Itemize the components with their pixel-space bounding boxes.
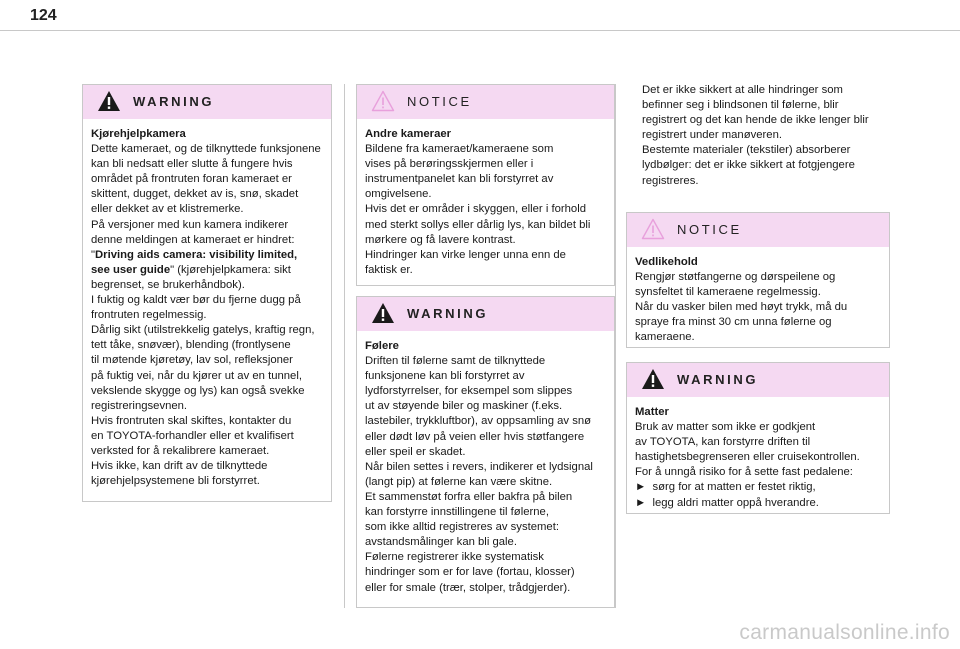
warning-body — [627, 397, 889, 517]
notice-header — [357, 85, 614, 119]
line: en TOYOTA-forhandler eller et kvalifisert — [91, 429, 294, 442]
notice-icon — [641, 218, 665, 240]
line: registrert under manøveren. — [642, 129, 783, 142]
warning-header — [357, 297, 614, 331]
line: denne meldingen at kameraet er hindret: — [91, 233, 295, 246]
line: verksted for å rekalibrere kameraet. — [91, 444, 270, 457]
line: Bruk av matter som ikke er godkjent — [635, 421, 816, 434]
line: Dette kameraet, og de tilknyttede funksjonene — [91, 143, 321, 156]
line: som ikke alltid registreres av systemet: — [365, 521, 559, 534]
line: omgivelsene. — [365, 188, 432, 201]
line: befinner seg i blindsonen til følerne, blir — [642, 99, 839, 112]
page-number: 124 — [30, 7, 57, 24]
line: registreringsevnen. — [91, 399, 188, 412]
bullet-item — [635, 480, 881, 495]
notice-heading: Vedlikehold — [635, 256, 698, 268]
line: hindringer som er for lave (fortau, klosser) — [365, 566, 575, 579]
line: frontruten regelmessig. — [91, 309, 207, 322]
header-rule — [0, 30, 960, 31]
line: Bildene fra kameraet/kameraene som — [365, 143, 554, 156]
line: mørkere og få lavere kontrast. — [365, 233, 516, 246]
notice-header — [627, 213, 889, 247]
notice-icon — [371, 90, 395, 112]
line: Følerne registrerer ikke systematisk — [365, 551, 544, 564]
column-divider-2 — [615, 84, 616, 608]
bullet-text: sørg for at matten er festet riktig, — [652, 481, 816, 494]
line: tett tåke, snøvær), blending (frontlysene — [91, 339, 291, 352]
line: Hvis ikke, kan drift av de tilknyttede — [91, 460, 268, 473]
bullet-arrow-icon: ► — [635, 496, 647, 509]
warning-header — [83, 85, 331, 119]
line: lydbølger: det er ikke sikkert at fotgjengere — [642, 159, 855, 172]
line: instrumentpanelet kan bli forstyrret av — [365, 173, 554, 186]
message-text-1: Driving aids camera: visibility limited, — [95, 248, 298, 261]
line: lastebiler, trykkluftbor), av oppsamling av snø — [365, 415, 592, 428]
line: (langt pip) at følerne kan være skitne. — [365, 475, 553, 488]
line: synsfeltet til kameraene regelmessig. — [635, 286, 821, 299]
line: I fuktig og kaldt vær bør du fjerne dugg på — [91, 294, 301, 307]
quoted-message-line-1 — [91, 248, 323, 263]
notice-heading: Andre kameraer — [365, 128, 452, 140]
warning-icon — [371, 302, 395, 324]
line: Hindringer kan virke lenger unna enn de — [365, 248, 566, 261]
line: spraye fra minst 30 cm unna følerne og — [635, 316, 832, 329]
line: Et sammenstøt forfra eller bakfra på bilen — [365, 490, 573, 503]
line: registrert og det kan hende de ikke lenger blir — [642, 114, 869, 127]
line: Bestemte materialer (tekstiler) absorberer — [642, 144, 851, 157]
warning-header — [627, 363, 889, 397]
line: skittent, dugget, dekket av is, snø, skadet — [91, 188, 299, 201]
line: hastighetsbegrenseren eller cruisekontrollen. — [635, 451, 860, 464]
line: registreres. — [642, 174, 699, 187]
notice-box-cameras — [356, 84, 615, 286]
warning-body — [83, 119, 331, 495]
line: Dårlig sikt (utilstrekkelig gatelys, kraftig regn, — [91, 324, 315, 337]
bullet-text: legg aldri matter oppå hverandre. — [652, 496, 819, 509]
watermark: carmanualsonline.info — [739, 621, 950, 644]
warning-box-camera — [82, 84, 332, 502]
warning-icon — [97, 90, 121, 112]
message-text-2: see user guide — [91, 263, 171, 276]
line: kameraene. — [635, 331, 695, 344]
continued-text — [634, 83, 894, 189]
line: eller speil er skadet. — [365, 445, 466, 458]
notice-body — [627, 247, 889, 352]
notice-box-maintenance — [626, 212, 890, 348]
warning-title: WARNING — [407, 306, 489, 321]
line: Hvis frontruten skal skiftes, kontakter du — [91, 414, 292, 427]
warning-title: WARNING — [677, 372, 759, 387]
warning-box-sensors — [356, 296, 615, 608]
warning-heading: Kjørehjelpkamera — [91, 128, 186, 140]
line: eller dødt løv på veien eller hvis støtfangere — [365, 430, 585, 443]
bullet-arrow-icon: ► — [635, 481, 647, 494]
column-divider-1 — [344, 84, 345, 608]
notice-body — [357, 119, 614, 284]
line: Når du vasker bilen med høyt trykk, må du — [635, 301, 848, 314]
line: med sterkt sollys eller dårlig lys, kan bildet bli — [365, 218, 591, 231]
line: vekslende skygge og lys) kan også svekke — [91, 384, 305, 397]
line: For å unngå risiko for å sette fast pedalene: — [635, 466, 853, 479]
quoted-message-line-2 — [91, 263, 323, 278]
line: kan bli nedsatt eller slutte å fungere hvis — [91, 158, 293, 171]
line: Driften til følerne samt de tilknyttede — [365, 355, 546, 368]
message-translation: " (kjørehjelpkamera: sikt — [170, 263, 291, 276]
warning-icon — [641, 368, 665, 390]
line: ut av støyende biler og maskiner (f.eks. — [365, 400, 563, 413]
warning-heading: Følere — [365, 340, 399, 352]
warning-body — [357, 331, 614, 602]
line: Når bilen settes i revers, indikerer et lydsignal — [365, 460, 593, 473]
line: vises på berøringsskjermen eller i — [365, 158, 534, 171]
line: avstandsmålinger kan bli gale. — [365, 536, 517, 549]
line: På versjoner med kun kamera indikerer — [91, 218, 289, 231]
line: Det er ikke sikkert at alle hindringer som — [642, 84, 843, 96]
line: eller dekket av et klistremerke. — [91, 203, 244, 216]
notice-title: NOTICE — [677, 222, 742, 237]
line: kjørehjelpsystemene bli forstyrret. — [91, 475, 260, 488]
warning-box-mats — [626, 362, 890, 514]
line: av TOYOTA, kan forstyrre driften til — [635, 436, 811, 449]
line: kan forstyrre innstillingene til følerne, — [365, 506, 549, 519]
warning-heading: Matter — [635, 406, 669, 418]
line: Rengjør støtfangerne og dørspeilene og — [635, 271, 836, 284]
line: Hvis det er områder i skyggen, eller i forhold — [365, 203, 587, 216]
line: til møtende kjøretøy, lav sol, refleksjoner — [91, 354, 293, 367]
bullet-item — [635, 496, 881, 511]
notice-title: NOTICE — [407, 94, 472, 109]
line: området på frontruten foran kameraet er — [91, 173, 292, 186]
quote-mark: " — [91, 248, 96, 261]
line: faktisk er. — [365, 263, 413, 276]
line: eller for smale (trær, stolper, trådgjerder). — [365, 581, 571, 594]
line: lydforstyrrelser, for eksempel som slippes — [365, 385, 573, 398]
warning-title: WARNING — [133, 94, 215, 109]
line: på fuktig vei, når du kjører ut av en tunnel, — [91, 369, 302, 382]
line: begrenset, se brukerhåndbok). — [91, 278, 245, 291]
line: funksjonene kan bli forstyrret av — [365, 370, 525, 383]
